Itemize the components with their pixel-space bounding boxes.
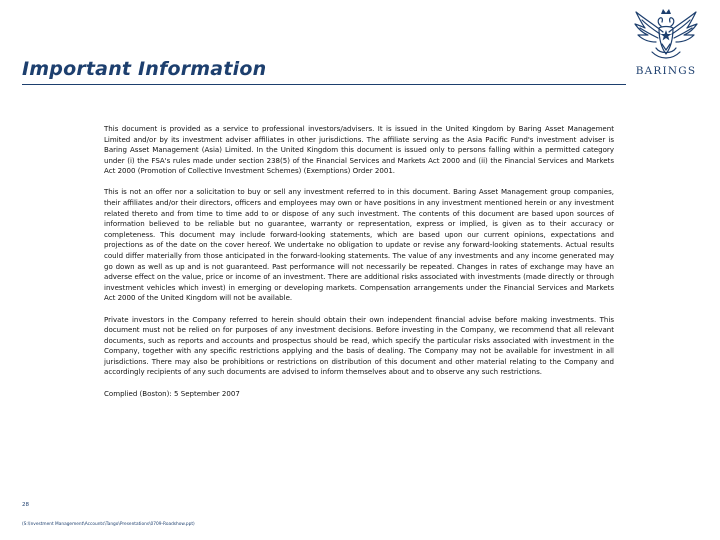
brand-name: BARINGS xyxy=(635,65,697,77)
compliance-statement: Complied (Boston): 5 September 2007 xyxy=(104,388,240,398)
file-path: (S:\Investment Management\Accounts\Tango\Presentations\0709-Roadshow.ppt) xyxy=(22,522,195,527)
title-underline-rule xyxy=(22,84,626,85)
disclaimer-paragraph-issuer: This document is provided as a service to professional investors/advisers. It is issued in the United Kingdom by Baring Asset Management Limited and/or by its investment adviser affiliates in other jurisdictions. The affiliate serving as the Asia Pacific Fund's investment adviser is Baring Asset Management (Asia) Limited. In the United Kingdom this document is issued only to persons falling within a permitted category under (i) the FSA's rules made under section 238(5) of the Financial Services and Markets Act 2000 and (ii) the Financial Services and Markets Act 2000 (Promotion of Collective Investment Schemes) (Exemptions) Order 2001. xyxy=(104,124,614,176)
page-number: 28 xyxy=(22,502,29,508)
barings-eagle-crest-icon xyxy=(630,4,702,66)
disclaimer-body xyxy=(104,124,614,410)
disclaimer-paragraph-risk: This is not an offer nor a solicitation to buy or sell any investment referred to in this document. Baring Asset Management group companies, their affiliates and/or their directors, officers and employees may own or have positions in any investment mentioned herein or any investment related thereto and from time to time add to or dispose of any such investment. The contents of this document are based upon sources of information believed to be reliable but no guarantee, warranty or representation, express or implied, is given as to their accuracy or completeness. This document may include forward-looking statements, which are based upon our current opinions, expectations and projections as of the date on the cover hereof. We undertake no obligation to update or revise any forward-looking statements. Actual results could differ materially from those anticipated in the forward-looking statements. The value of any investments and any income generated may go down as well as up and is not guaranteed. Past performance will not necessarily be repeated. Changes in rates of exchange may have an adverse effect on the value, price or income of an investment. There are additional risks associated with investments (made directly or through investment vehicles which invest) in emerging or developing markets. Compensation arrangements under the Financial Services and Markets Act 2000 of the United Kingdom will not be available. xyxy=(104,187,614,303)
disclaimer-paragraph-private-investors: Private investors in the Company referred to herein should obtain their own independent financial advise before making investments. This document must not be relied on for purposes of any investment decisions. Before investing in the Company, we recommend that all relevant documents, such as reports and accounts and prospectus should be read, which specify the particular risks associated with investment in the Company, together with any specific restrictions applying and the basis of dealing. The Company may not be available for investment in all jurisdictions. There may also be prohibitions or restrictions on distribution of this document and other material relating to the Company and accordingly recipients of any such documents are advised to inform themselves about and to observe any such restrictions. xyxy=(104,314,614,377)
page-title: Important Information xyxy=(22,58,267,80)
barings-logo xyxy=(630,4,702,90)
